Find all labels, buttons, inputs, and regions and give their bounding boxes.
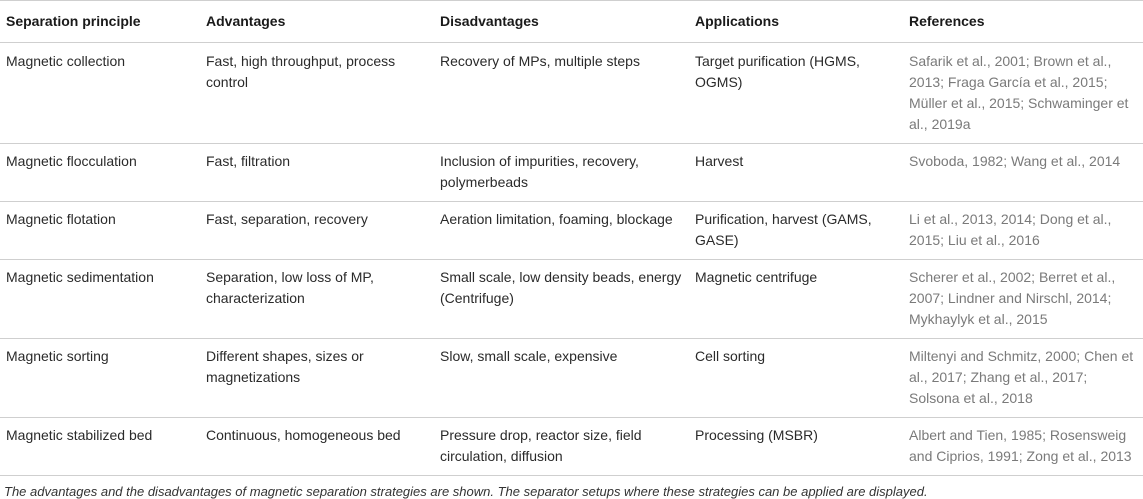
header-applications: Applications [689, 1, 903, 43]
cell-advantages: Fast, high throughput, process control [200, 43, 434, 144]
table-row [0, 260, 1143, 339]
cell-disadvantages: Pressure drop, reactor size, field circulation, diffusion [434, 418, 689, 476]
cell-advantages: Different shapes, sizes or magnetizations [200, 339, 434, 418]
header-advantages: Advantages [200, 1, 434, 43]
table-row [0, 339, 1143, 418]
header-separation-principle: Separation principle [0, 1, 200, 43]
header-row [0, 1, 1143, 43]
cell-applications: Cell sorting [689, 339, 903, 418]
header-references: References [903, 1, 1143, 43]
table-row [0, 43, 1143, 144]
cell-applications: Target purification (HGMS, OGMS) [689, 43, 903, 144]
table-caption: The advantages and the disadvantages of magnetic separation strategies are shown. The separator setups where these strategies can be applied are displayed. [4, 484, 928, 499]
cell-advantages: Fast, filtration [200, 144, 434, 202]
cell-principle: Magnetic flocculation [0, 144, 200, 202]
table-row [0, 202, 1143, 260]
header-disadvantages: Disadvantages [434, 1, 689, 43]
cell-principle: Magnetic sedimentation [0, 260, 200, 339]
cell-references: Svoboda, 1982; Wang et al., 2014 [903, 144, 1143, 202]
cell-disadvantages: Inclusion of impurities, recovery, polymerbeads [434, 144, 689, 202]
cell-principle: Magnetic collection [0, 43, 200, 144]
cell-references: Albert and Tien, 1985; Rosensweig and Ciprios, 1991; Zong et al., 2013 [903, 418, 1143, 476]
cell-applications: Harvest [689, 144, 903, 202]
cell-disadvantages: Small scale, low density beads, energy (Centrifuge) [434, 260, 689, 339]
cell-disadvantages: Aeration limitation, foaming, blockage [434, 202, 689, 260]
table-header [0, 1, 1143, 43]
cell-disadvantages: Slow, small scale, expensive [434, 339, 689, 418]
cell-references: Li et al., 2013, 2014; Dong et al., 2015; Liu et al., 2016 [903, 202, 1143, 260]
cell-advantages: Separation, low loss of MP, characterization [200, 260, 434, 339]
cell-applications: Magnetic centrifuge [689, 260, 903, 339]
cell-advantages: Continuous, homogeneous bed [200, 418, 434, 476]
table-row [0, 418, 1143, 476]
cell-principle: Magnetic flotation [0, 202, 200, 260]
cell-principle: Magnetic sorting [0, 339, 200, 418]
cell-applications: Purification, harvest (GAMS, GASE) [689, 202, 903, 260]
cell-references: Safarik et al., 2001; Brown et al., 2013; Fraga García et al., 2015; Müller et al., 2015; Schwaminger et al., 2019a [903, 43, 1143, 144]
cell-advantages: Fast, separation, recovery [200, 202, 434, 260]
cell-references: Scherer et al., 2002; Berret et al., 2007; Lindner and Nirschl, 2014; Mykhaylyk et al., 2015 [903, 260, 1143, 339]
cell-principle: Magnetic stabilized bed [0, 418, 200, 476]
table-row [0, 144, 1143, 202]
cell-references: Miltenyi and Schmitz, 2000; Chen et al., 2017; Zhang et al., 2017; Solsona et al., 2018 [903, 339, 1143, 418]
cell-disadvantages: Recovery of MPs, multiple steps [434, 43, 689, 144]
cell-applications: Processing (MSBR) [689, 418, 903, 476]
table-body [0, 43, 1143, 476]
